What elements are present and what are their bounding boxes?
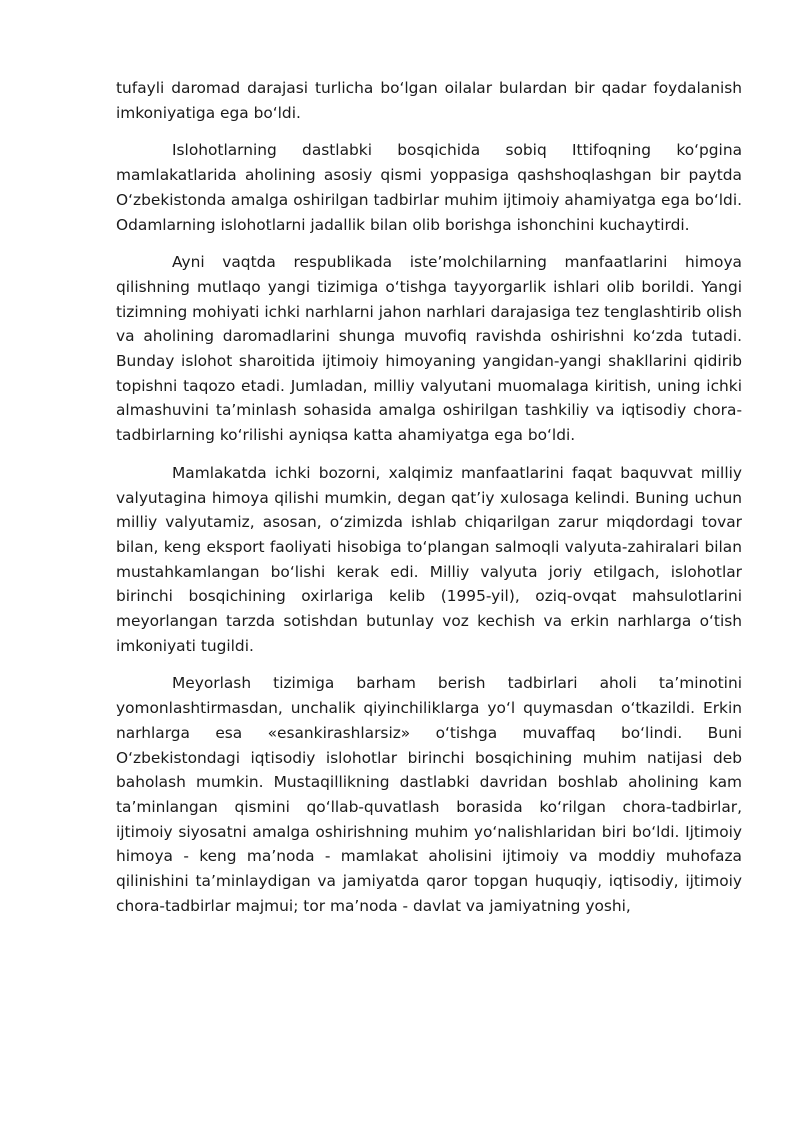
document-page: [116, 76, 742, 919]
paragraph-reform-first-stage: Islohotlarning dastlabki bosqichida sobiq Ittifoqning ko‘pgina mamlakatlarida aholining asosiy qismi yoppasiga qashshoqlashgan bir paytda O‘zbekistonda amalga oshirilgan tadbirlar muhim ijtimoiy ahamiyatga ega bo‘ldi. Odamlarning islohotlarni jadallik bilan olib borishga ishonchini kuchaytirdi.: [116, 141, 742, 234]
paragraph-social-protection: Meyorlash tizimiga barham berish tadbirlari aholi ta’minotini yomonlashtirmasdan, unchalik qiyinchiliklarga yo‘l quymasdan o‘tkazildi. Erkin narhlarga esa «esankirashlarsiz» o‘tishga muvaffaq bo‘lindi. Buni O‘zbekistondagi iqtisodiy islohotlar birinchi bosqichining muhim natijasi deb baholash mumkin. Mustaqillikning dastlabki davridan boshlab aholining kam ta’minlangan qismini qo‘llab-quvatlash borasida ko‘rilgan chora-tadbirlar, ijtimoiy siyosatni amalga oshirishning muhim yo‘nalishlaridan biri bo‘ldi. Ijtimoiy himoya - keng ma’noda - mamlakat aholisini ijtimoiy va moddiy muhofaza qilinishini ta’minlaydigan va jamiyatda qaror topgan huquqiy, iqtisodiy, ijtimoiy chora-tadbirlar majmui; tor ma’noda - davlat va jamiyatning yoshi,: [116, 674, 742, 915]
paragraph-continuation: tufayli daromad darajasi turlicha bo‘lgan oilalar bulardan bir qadar foydalanish imkoniyatiga ega bo‘ldi.: [116, 79, 742, 122]
paragraph-consumer-protection: Ayni vaqtda respublikada iste’molchilarning manfaatlarini himoya qilishning mutlaqo yangi tizimiga o‘tishga tayyorgarlik ishlari olib borildi. Yangi tizimning mohiyati ichki narhlarni jahon narhlari darajasiga tez tenglashtirib olish va aholining daromadlarini shunga muvofiq ravishda oshirishni ko‘zda tutadi. Bunday islohot sharoitida ijtimoiy himoyaning yangidan-yangi shakllarini qidirib topishni taqozo etadi. Jumladan, milliy valyutani muomalaga kiritish, uning ichki almashuvini ta’minlash sohasida amalga oshirilgan tashkiliy va iqtisodiy chora-tadbirlarning ko‘rilishi ayniqsa katta ahamiyatga ega bo‘ldi.: [116, 253, 742, 445]
paragraph-national-currency: Mamlakatda ichki bozorni, xalqimiz manfaatlarini faqat baquvvat milliy valyutagina himoya qilishi mumkin, degan qat’iy xulosaga kelindi. Buning uchun milliy valyutamiz, asosan, o‘zimizda ishlab chiqarilgan zarur miqdordagi tovar bilan, keng eksport faoliyati hisobiga to‘plangan salmoqli valyuta-zahiralari bilan mustahkamlangan bo‘lishi kerak edi. Milliy valyuta joriy etilgach, islohotlar birinchi bosqichining oxirlariga kelib (1995-yil), oziq-ovqat mahsulotlarini meyorlangan tarzda sotishdan butunlay voz kechish va erkin narhlarga o‘tish imkoniyati tugildi.: [116, 463, 742, 655]
